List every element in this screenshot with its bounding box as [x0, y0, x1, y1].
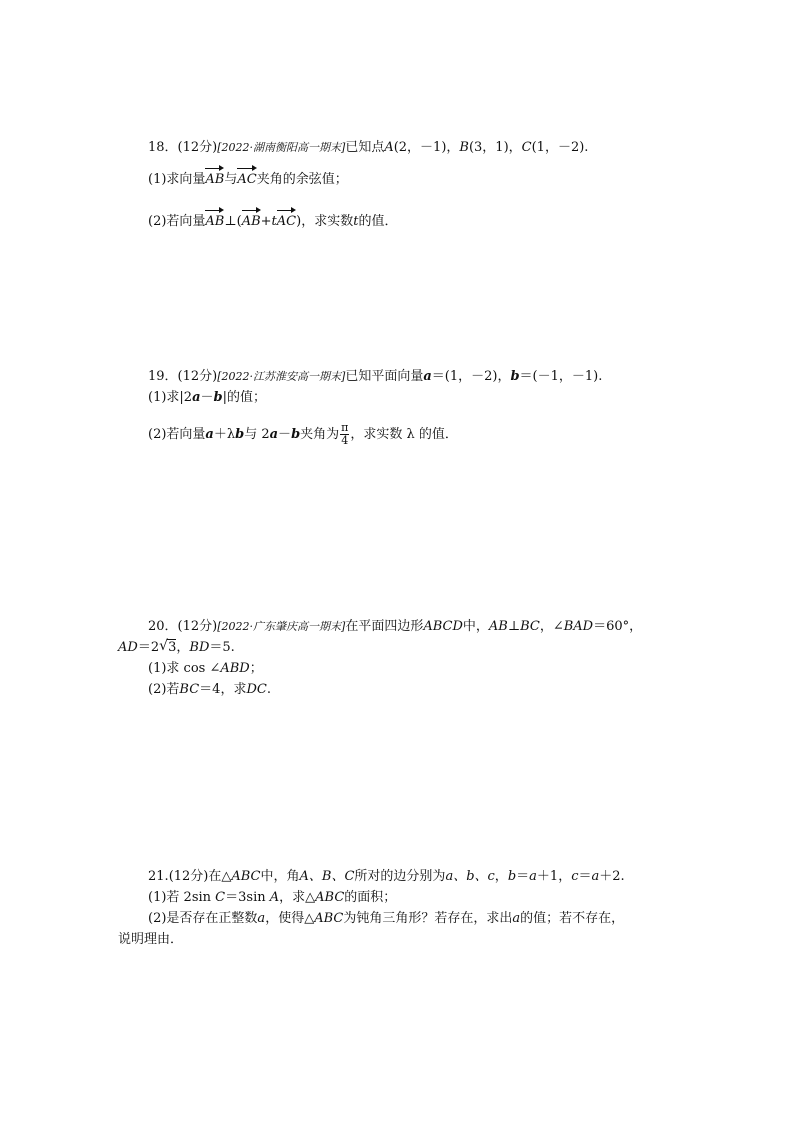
question-text: 的值；若不存在，: [520, 911, 625, 926]
vector-ab: AB: [205, 214, 225, 229]
question-text: ＝3sin: [225, 890, 266, 905]
question-text: ；: [249, 661, 263, 676]
stem-text: ＝: [516, 869, 530, 884]
problem-19-q1: [148, 389, 266, 407]
problem-points: (12分): [177, 619, 218, 634]
question-text: .: [266, 682, 271, 697]
question-text: 夹角的余弦值；: [256, 172, 348, 187]
problem-points: (12分): [177, 140, 218, 155]
problem-19-q2: [148, 422, 458, 447]
point-label: A: [384, 140, 394, 155]
question-text: 夹角为: [300, 427, 340, 442]
problem-number: 21.: [148, 869, 169, 884]
stem-text: 所对的边分别为: [354, 869, 446, 884]
vector-b: b: [235, 427, 245, 442]
sqrt-three: [159, 639, 176, 657]
stem-text: ，: [176, 640, 190, 655]
question-text: (1)求 cos ∠: [148, 661, 221, 676]
problem-18-q2: [148, 213, 397, 231]
question-text: 说明理由．: [118, 932, 184, 947]
question-text: 的面积；: [344, 890, 397, 905]
question-text: ＝4，求: [199, 682, 247, 697]
fraction-pi-over-4: [340, 422, 349, 447]
side-labels: a、b、c: [445, 869, 495, 884]
stem-text: 中，角: [260, 869, 300, 884]
triangle-label: ABC: [314, 911, 344, 926]
question-text: |的值；: [222, 390, 267, 405]
vector-a: a: [269, 427, 279, 442]
stem-text: ＝5.: [209, 640, 235, 655]
question-text: (1)若 2sin: [148, 890, 212, 905]
question-text: (2)若向量: [148, 214, 206, 229]
problem-21-q2-line2: [118, 931, 183, 949]
vector-b: b: [213, 390, 223, 405]
problem-number: 19．: [148, 369, 178, 384]
question-text: (1)求向量: [148, 172, 206, 187]
problem-19-stem: [148, 368, 602, 386]
question-text: (1)求|2: [148, 390, 193, 405]
vector-b: b: [510, 369, 520, 384]
problem-number: 18．: [148, 140, 178, 155]
triangle-label: ABC: [315, 890, 345, 905]
problem-18-q1: [148, 171, 348, 189]
triangle-label: ABC: [231, 869, 261, 884]
problem-source: [2022·湖南衡阳高一期末]: [217, 141, 346, 154]
fraction-denominator: 4: [341, 434, 349, 447]
stem-text: ＝2: [137, 640, 160, 655]
angle-c: C: [215, 890, 226, 905]
problem-source: [2022·江苏淮安高一期末]: [217, 370, 346, 383]
question-text: (2)若向量: [148, 427, 206, 442]
problem-18-stem: [148, 139, 588, 157]
problem-number: 20．: [148, 619, 178, 634]
vector-ac: AC: [276, 214, 297, 229]
segment-label: BD: [189, 640, 210, 655]
stem-text: 中，: [462, 619, 489, 634]
problem-21-q2: [148, 910, 624, 928]
radicand: 3: [168, 640, 177, 655]
point-coords: (2，－1)，: [393, 140, 460, 155]
segment-label: AD: [118, 640, 138, 655]
question-text: ，求△: [279, 890, 316, 905]
side-a: a: [529, 869, 537, 884]
stem-text: 在△: [208, 869, 232, 884]
problem-source: [2022·广东肇庆高一期末]: [217, 620, 346, 633]
stem-text: ＝: [578, 869, 592, 884]
point-coords: (1，－2).: [531, 140, 589, 155]
stem-text: ＋1，: [536, 869, 572, 884]
angle-label: BAD: [563, 619, 594, 634]
vector-a: a: [423, 369, 432, 384]
vector-b: b: [291, 427, 301, 442]
problem-21-stem: [148, 868, 625, 886]
quad-label: ABCD: [423, 619, 463, 634]
problem-points: (12分): [177, 369, 218, 384]
problem-21-q1: [148, 889, 396, 907]
problem-points: (12分): [168, 869, 209, 884]
question-text: －: [278, 427, 292, 442]
angle-label: ABD: [220, 661, 250, 676]
side-b: b: [507, 869, 517, 884]
segment-label: BC: [179, 682, 200, 697]
stem-text: 已知点: [345, 140, 385, 155]
stem-text: ，∠: [539, 619, 564, 634]
point-coords: (3，1)，: [468, 140, 522, 155]
stem-text: 已知平面向量: [345, 369, 424, 384]
vector-a: a: [205, 427, 214, 442]
variable-t: t: [271, 214, 277, 229]
question-text: 为钝角三角形？若存在，求出: [343, 911, 513, 926]
problem-20-q2: [148, 681, 271, 699]
problem-20-stem-line2: [118, 639, 235, 657]
point-label: C: [521, 140, 532, 155]
question-text: ，求实数 λ 的值．: [350, 427, 458, 442]
stem-text: 在平面四边形: [345, 619, 424, 634]
variable-a: a: [257, 911, 266, 926]
stem-text: ＋2.: [599, 869, 625, 884]
vector-ab: AB: [241, 214, 261, 229]
question-text: ⊥(: [224, 214, 242, 229]
question-text: －: [200, 390, 214, 405]
stem-text: ＝60°，: [593, 619, 643, 634]
stem-text: ＝(－1，－1).: [519, 369, 603, 384]
stem-text: ＝(1，－2)，: [431, 369, 511, 384]
stem-text: ，: [494, 869, 508, 884]
vector-ab: AB: [205, 172, 225, 187]
fraction-numerator: π: [341, 421, 349, 434]
side-c: c: [571, 869, 579, 884]
angle-a: A: [269, 890, 280, 905]
question-text: +: [260, 214, 272, 229]
segment-label: DC: [246, 682, 267, 697]
question-text: ＋λ: [213, 427, 236, 442]
angle-labels: A、B、C: [299, 869, 355, 884]
side-a: a: [591, 869, 600, 884]
question-text: 与 2: [244, 427, 270, 442]
question-text: 的值．: [358, 214, 398, 229]
problem-20-stem: [148, 618, 642, 636]
radical-sign: √: [159, 638, 169, 654]
question-text: (2)是否存在正整数: [148, 911, 258, 926]
vector-a: a: [192, 390, 201, 405]
point-label: B: [459, 140, 469, 155]
vector-ac: AC: [237, 172, 257, 187]
question-text: ，使得△: [265, 911, 315, 926]
variable-t: t: [353, 214, 359, 229]
perp-relation: AB⊥BC: [488, 619, 540, 634]
question-text: )，求实数: [296, 214, 354, 229]
question-text: (2)若: [148, 682, 180, 697]
problem-20-q1: [148, 660, 263, 678]
question-text: 与: [224, 172, 238, 187]
variable-a: a: [512, 911, 521, 926]
